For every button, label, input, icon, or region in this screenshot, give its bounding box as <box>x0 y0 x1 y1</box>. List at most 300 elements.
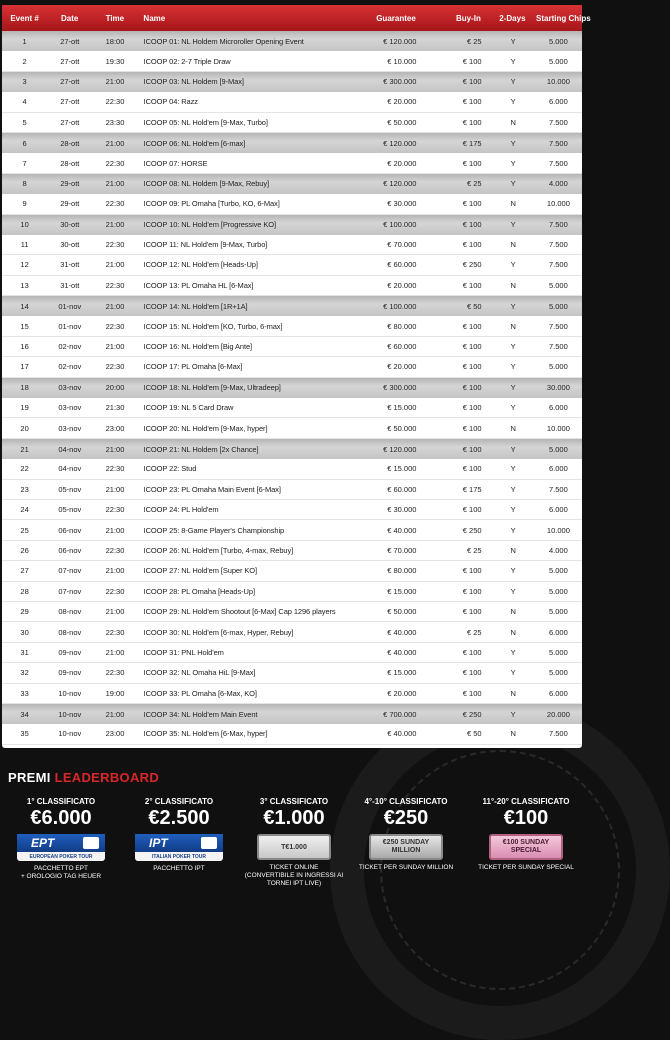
cell-guarantee: € 10.000 <box>387 56 417 66</box>
cell-date: 03-nov <box>58 423 82 433</box>
cell-guarantee: € 100.000 <box>383 301 417 311</box>
cell-date: 02-nov <box>58 362 82 372</box>
table-row <box>2 643 582 663</box>
cell-event: 24 <box>20 505 29 515</box>
table-row <box>2 153 582 173</box>
cell-date: 29-ott <box>60 179 80 189</box>
cell-two-days: Y <box>510 525 516 535</box>
cell-event: 11 <box>20 240 29 250</box>
prize-description: PACCHETTO EPT + OROLOGIO TAG HEUER <box>20 865 102 880</box>
cell-two-days: N <box>510 199 516 209</box>
cell-date: 08-nov <box>58 607 82 617</box>
table-row <box>2 92 582 112</box>
cell-buyin: € 100 <box>462 647 482 657</box>
cell-name: ICOOP 05: NL Hold'em [9-Max, Turbo] <box>143 117 268 127</box>
cell-name: ICOOP 25: 8-Game Player's Championship <box>143 525 285 535</box>
cell-name: ICOOP 08: NL Holdem [9-Max, Rebuy] <box>143 179 270 189</box>
prize-amount: €250 <box>383 807 429 829</box>
cell-time: 22:30 <box>105 627 125 637</box>
cell-time: 21:00 <box>105 444 125 454</box>
cell-buyin: € 100 <box>462 607 482 617</box>
cell-time: 22:30 <box>105 158 125 168</box>
cell-date: 07-nov <box>58 566 82 576</box>
cell-event: 1 <box>22 36 27 46</box>
cell-event: 22 <box>20 464 29 474</box>
table-row <box>2 255 582 275</box>
cell-time: 23:00 <box>105 729 125 739</box>
cell-name: ICOOP 31: PNL Hold'em <box>143 647 224 657</box>
cell-date: 10-nov <box>58 688 82 698</box>
ept-logo-mark <box>83 837 99 849</box>
cell-guarantee: € 20.000 <box>387 280 417 290</box>
table-row <box>2 133 582 153</box>
cell-starting-chips: 7.500 <box>549 117 568 127</box>
ipt-logo-subtitle: ITALIAN POKER TOUR <box>152 854 206 860</box>
cell-two-days: N <box>510 545 516 555</box>
cell-guarantee: € 20.000 <box>387 362 417 372</box>
prize-rank: 1° CLASSIFICATO <box>26 797 96 806</box>
cell-time: 22:30 <box>105 199 125 209</box>
table-row <box>2 663 582 683</box>
cell-time: 19:00 <box>105 688 125 698</box>
leaderboard-title <box>8 770 159 785</box>
cell-time: 21:00 <box>105 484 125 494</box>
cell-name: ICOOP 17: PL Omaha [6-Max] <box>143 362 243 372</box>
cell-time: 21:00 <box>105 342 125 352</box>
cell-time: 21:00 <box>105 179 125 189</box>
cell-time: 22:30 <box>105 668 125 678</box>
cell-date: 10-nov <box>58 729 82 739</box>
cell-date: 31-ott <box>60 280 80 290</box>
cell-two-days: Y <box>510 566 516 576</box>
cell-guarantee: € 50.000 <box>387 607 417 617</box>
cell-date: 27-ott <box>60 97 80 107</box>
cell-date: 29-ott <box>60 199 80 209</box>
cell-buyin: € 100 <box>462 342 482 352</box>
cell-time: 22:30 <box>105 505 125 515</box>
cell-buyin: € 100 <box>462 199 482 209</box>
cell-name: ICOOP 09: PL Omaha [Turbo, KO, 6-Max] <box>143 199 280 209</box>
prize-rank: 11°-20° CLASSIFICATO <box>482 797 570 806</box>
cell-event: 33 <box>20 688 29 698</box>
cell-guarantee: € 20.000 <box>387 158 417 168</box>
cell-event: 13 <box>20 280 29 290</box>
cell-time: 22:30 <box>105 240 125 250</box>
table-row <box>2 684 582 704</box>
prize-third <box>240 797 348 888</box>
cell-name: ICOOP 35: NL Hold'em [6-Max, hyper] <box>143 729 268 739</box>
table-row <box>2 480 582 500</box>
cell-time: 21:00 <box>105 260 125 270</box>
cell-event: 26 <box>20 545 29 555</box>
table-row <box>2 500 582 520</box>
cell-two-days: Y <box>510 220 516 230</box>
table-row <box>2 602 582 622</box>
cell-starting-chips: 10.000 <box>546 77 570 87</box>
cell-buyin: € 50 <box>466 301 482 311</box>
cell-two-days: Y <box>510 586 516 596</box>
cell-date: 27-ott <box>60 36 80 46</box>
cell-buyin: € 250 <box>462 709 482 719</box>
table-row <box>2 235 582 255</box>
prize-rank: 4°-10° CLASSIFICATO <box>364 797 448 806</box>
cell-event: 23 <box>20 484 29 494</box>
cell-event: 3 <box>22 77 27 87</box>
cell-starting-chips: 5.000 <box>549 566 568 576</box>
cell-guarantee: € 120.000 <box>383 444 417 454</box>
prize-fourth-tenth <box>356 797 456 872</box>
header-date: Date <box>61 13 79 23</box>
header-buyin: Buy-In <box>455 13 481 23</box>
cell-buyin: € 100 <box>462 280 482 290</box>
prize-eleventh-twentieth <box>464 797 588 872</box>
table-header <box>2 5 591 31</box>
cell-guarantee: € 300.000 <box>383 77 417 87</box>
cell-buyin: € 100 <box>462 566 482 576</box>
cell-guarantee: € 15.000 <box>387 464 417 474</box>
cell-starting-chips: 4.000 <box>549 179 568 189</box>
cell-name: ICOOP 12: NL Hold'em [Heads-Up] <box>143 260 258 270</box>
cell-time: 21:00 <box>105 525 125 535</box>
cell-event: 19 <box>20 403 29 413</box>
cell-two-days: Y <box>510 301 516 311</box>
prize-amount: €1.000 <box>263 807 325 829</box>
cell-date: 04-nov <box>58 464 82 474</box>
cell-starting-chips: 5.000 <box>549 36 568 46</box>
cell-guarantee: € 40.000 <box>387 525 417 535</box>
cell-guarantee: € 15.000 <box>387 403 417 413</box>
cell-starting-chips: 6.000 <box>549 97 568 107</box>
cell-date: 09-nov <box>58 647 82 657</box>
cell-event: 6 <box>22 138 27 148</box>
table-row <box>2 51 582 71</box>
cell-starting-chips: 7.500 <box>549 484 568 494</box>
cell-event: 12 <box>20 260 29 270</box>
cell-date: 09-nov <box>58 668 82 678</box>
cell-name: ICOOP 26: NL Hold'em [Turbo, 4-max, Rebuy] <box>143 545 294 555</box>
cell-name: ICOOP 15: NL Hold'em [KO, Turbo, 6-max] <box>143 321 283 331</box>
header-starting-chips: Starting Chips <box>536 13 591 23</box>
table-row <box>2 276 582 296</box>
cell-event: 9 <box>22 199 27 209</box>
cell-event: 15 <box>20 321 29 331</box>
cell-time: 23:30 <box>105 117 125 127</box>
table-body <box>2 31 582 745</box>
cell-starting-chips: 5.000 <box>549 586 568 596</box>
table-row <box>2 215 582 235</box>
prize-amount: €100 <box>503 807 549 829</box>
ticket-card: €250 SUNDAY MILLION <box>369 834 443 860</box>
cell-name: ICOOP 13: PL Omaha HL [6-Max] <box>143 280 254 290</box>
cell-two-days: Y <box>510 138 516 148</box>
cell-time: 21:00 <box>105 709 125 719</box>
cell-guarantee: € 60.000 <box>387 484 417 494</box>
cell-event: 25 <box>20 525 29 535</box>
cell-name: ICOOP 22: Stud <box>143 464 197 474</box>
cell-event: 7 <box>22 158 27 168</box>
cell-buyin: € 25 <box>466 545 482 555</box>
ipt-logo-text: IPT <box>135 834 223 852</box>
cell-two-days: Y <box>510 668 516 678</box>
cell-starting-chips: 5.000 <box>549 668 568 678</box>
cell-buyin: € 100 <box>462 668 482 678</box>
cell-two-days: Y <box>510 444 516 454</box>
prize-first <box>6 797 116 881</box>
cell-two-days: Y <box>510 158 516 168</box>
cell-two-days: N <box>510 280 516 290</box>
cell-time: 21:30 <box>105 403 125 413</box>
cell-two-days: N <box>510 321 516 331</box>
cell-two-days: N <box>510 117 516 127</box>
cell-starting-chips: 5.000 <box>549 607 568 617</box>
ticket-card: T€1.000 <box>257 834 331 860</box>
leaderboard-title-prefix: PREMI <box>8 770 55 785</box>
cell-starting-chips: 7.500 <box>549 729 568 739</box>
cell-starting-chips: 10.000 <box>546 199 570 209</box>
cell-event: 20 <box>20 423 29 433</box>
cell-starting-chips: 6.000 <box>549 688 568 698</box>
cell-buyin: € 175 <box>462 484 482 494</box>
cell-guarantee: € 60.000 <box>387 342 417 352</box>
cell-event: 16 <box>20 342 29 352</box>
cell-starting-chips: 5.000 <box>549 280 568 290</box>
table-row <box>2 704 582 724</box>
cell-date: 05-nov <box>58 505 82 515</box>
cell-guarantee: € 120.000 <box>383 179 417 189</box>
table-row <box>2 357 582 377</box>
cell-guarantee: € 700.000 <box>383 709 417 719</box>
cell-name: ICOOP 11: NL Hold'em [9-Max, Turbo] <box>143 240 268 250</box>
cell-time: 21:00 <box>105 301 125 311</box>
cell-time: 22:30 <box>105 464 125 474</box>
cell-time: 21:00 <box>105 607 125 617</box>
cell-date: 08-nov <box>58 627 82 637</box>
cell-event: 2 <box>22 56 27 66</box>
ticket-card: €100 SUNDAY SPECIAL <box>489 834 563 860</box>
cell-name: ICOOP 19: NL 5 Card Draw <box>143 403 234 413</box>
cell-name: ICOOP 32: NL Omaha HiL [9-Max] <box>143 668 256 678</box>
cell-name: ICOOP 01: NL Holdem Microroller Opening Event <box>143 36 304 46</box>
cell-time: 19:30 <box>105 56 125 66</box>
cell-name: ICOOP 20: NL Hold'em [9-Max, hyper] <box>143 423 268 433</box>
cell-time: 23:00 <box>105 423 125 433</box>
cell-event: 4 <box>22 97 27 107</box>
cell-event: 10 <box>20 220 29 230</box>
table-row <box>2 582 582 602</box>
cell-event: 18 <box>20 383 29 393</box>
cell-two-days: Y <box>510 403 516 413</box>
ipt-logo <box>135 834 223 861</box>
cell-event: 5 <box>22 117 27 127</box>
cell-two-days: Y <box>510 342 516 352</box>
cell-event: 31 <box>20 647 29 657</box>
cell-starting-chips: 6.000 <box>549 505 568 515</box>
cell-time: 22:30 <box>105 362 125 372</box>
cell-two-days: N <box>510 729 516 739</box>
cell-time: 18:00 <box>105 36 125 46</box>
cell-name: ICOOP 06: NL Hold'em [6-max] <box>143 138 246 148</box>
cell-two-days: Y <box>510 97 516 107</box>
table-row <box>2 316 582 336</box>
cell-date: 30-ott <box>60 220 80 230</box>
prize-rank: 3° CLASSIFICATO <box>259 797 329 806</box>
cell-buyin: € 100 <box>462 97 482 107</box>
cell-event: 17 <box>20 362 29 372</box>
cell-time: 22:30 <box>105 97 125 107</box>
cell-starting-chips: 7.500 <box>549 240 568 250</box>
cell-two-days: N <box>510 423 516 433</box>
cell-buyin: € 100 <box>462 383 482 393</box>
cell-name: ICOOP 16: NL Hold'em [Big Ante] <box>143 342 252 352</box>
cell-starting-chips: 7.500 <box>549 138 568 148</box>
cell-two-days: N <box>510 240 516 250</box>
cell-two-days: Y <box>510 647 516 657</box>
cell-date: 10-nov <box>58 709 82 719</box>
table-row <box>2 561 582 581</box>
cell-guarantee: € 120.000 <box>383 138 417 148</box>
cell-guarantee: € 20.000 <box>387 688 417 698</box>
cell-name: ICOOP 27: NL Hold'em [Super KO] <box>143 566 257 576</box>
table-row <box>2 113 582 133</box>
table-row <box>2 418 582 438</box>
cell-date: 30-ott <box>60 240 80 250</box>
cell-buyin: € 100 <box>462 220 482 230</box>
table-row <box>2 72 582 92</box>
cell-buyin: € 100 <box>462 321 482 331</box>
cell-event: 14 <box>20 301 29 311</box>
cell-guarantee: € 70.000 <box>387 240 417 250</box>
schedule-table <box>2 5 591 748</box>
prize-second <box>124 797 234 873</box>
cell-date: 01-nov <box>58 301 82 311</box>
cell-event: 34 <box>20 709 29 719</box>
cell-date: 06-nov <box>58 525 82 535</box>
cell-starting-chips: 7.500 <box>549 321 568 331</box>
prize-description: TICKET PER SUNDAY SPECIAL <box>478 864 574 871</box>
cell-buyin: € 100 <box>462 464 482 474</box>
cell-time: 22:30 <box>105 545 125 555</box>
cell-two-days: Y <box>510 484 516 494</box>
cell-date: 07-nov <box>58 586 82 596</box>
table-row <box>2 174 582 194</box>
leaderboard-title-highlight: LEADERBOARD <box>54 770 160 785</box>
cell-buyin: € 25 <box>466 627 482 637</box>
cell-date: 01-nov <box>58 321 82 331</box>
cell-two-days: Y <box>510 77 516 87</box>
cell-two-days: N <box>510 688 516 698</box>
cell-date: 05-nov <box>58 484 82 494</box>
cell-time: 21:00 <box>105 220 125 230</box>
cell-time: 22:30 <box>105 586 125 596</box>
cell-two-days: Y <box>510 464 516 474</box>
cell-buyin: € 100 <box>462 362 482 372</box>
prize-description: TICKET PER SUNDAY MILLION <box>358 864 454 871</box>
prize-amount: €2.500 <box>148 807 210 829</box>
table-row <box>2 296 582 316</box>
cell-date: 03-nov <box>58 383 82 393</box>
cell-buyin: € 175 <box>462 138 482 148</box>
cell-two-days: Y <box>510 383 516 393</box>
cell-date: 27-ott <box>60 117 80 127</box>
cell-name: ICOOP 21: NL Holdem [2x Chance] <box>143 444 259 454</box>
cell-starting-chips: 5.000 <box>549 56 568 66</box>
cell-event: 32 <box>20 668 29 678</box>
header-two-days: 2-Days <box>499 13 526 23</box>
cell-name: ICOOP 07: HORSE <box>143 158 208 168</box>
cell-event: 29 <box>20 607 29 617</box>
cell-guarantee: € 15.000 <box>387 668 417 678</box>
cell-name: ICOOP 02: 2-7 Triple Draw <box>143 56 231 66</box>
cell-guarantee: € 50.000 <box>387 117 417 127</box>
cell-buyin: € 100 <box>462 423 482 433</box>
cell-guarantee: € 30.000 <box>387 199 417 209</box>
table-row <box>2 378 582 398</box>
cell-starting-chips: 10.000 <box>546 423 570 433</box>
cell-starting-chips: 5.000 <box>549 362 568 372</box>
cell-starting-chips: 30.000 <box>546 383 570 393</box>
cell-event: 27 <box>20 566 29 576</box>
cell-buyin: € 100 <box>462 688 482 698</box>
cell-guarantee: € 30.000 <box>387 505 417 515</box>
cell-name: ICOOP 28: PL Omaha [Heads-Up] <box>143 586 255 596</box>
header-event: Event # <box>10 13 39 23</box>
cell-buyin: € 250 <box>462 525 482 535</box>
cell-time: 21:00 <box>105 138 125 148</box>
cell-date: 04-nov <box>58 444 82 454</box>
cell-name: ICOOP 33: PL Omaha [6-Max, KO] <box>143 688 257 698</box>
cell-guarantee: € 20.000 <box>387 97 417 107</box>
table-row <box>2 541 582 561</box>
cell-starting-chips: 5.000 <box>549 301 568 311</box>
cell-event: 30 <box>20 627 29 637</box>
cell-time: 20:00 <box>105 383 125 393</box>
cell-name: ICOOP 14: NL Hold'em [1R+1A] <box>143 301 248 311</box>
cell-name: ICOOP 34: NL Hold'em Main Event <box>143 709 258 719</box>
cell-name: ICOOP 30: NL Hold'em [6-max, Hyper, Rebuy] <box>143 627 294 637</box>
cell-two-days: Y <box>510 709 516 719</box>
cell-event: 35 <box>20 729 29 739</box>
cell-starting-chips: 6.000 <box>549 403 568 413</box>
cell-two-days: Y <box>510 179 516 189</box>
cell-buyin: € 250 <box>462 260 482 270</box>
table-row <box>2 459 582 479</box>
cell-two-days: N <box>510 607 516 617</box>
cell-buyin: € 100 <box>462 56 482 66</box>
cell-two-days: Y <box>510 260 516 270</box>
cell-guarantee: € 120.000 <box>383 36 417 46</box>
cell-time: 21:00 <box>105 77 125 87</box>
cell-starting-chips: 6.000 <box>549 627 568 637</box>
cell-buyin: € 100 <box>462 158 482 168</box>
cell-starting-chips: 20.000 <box>546 709 570 719</box>
cell-buyin: € 25 <box>466 36 482 46</box>
cell-date: 06-nov <box>58 545 82 555</box>
header-time: Time <box>105 13 125 23</box>
cell-guarantee: € 40.000 <box>387 729 417 739</box>
cell-guarantee: € 50.000 <box>387 423 417 433</box>
cell-starting-chips: 7.500 <box>549 220 568 230</box>
cell-starting-chips: 7.500 <box>549 260 568 270</box>
cell-date: 02-nov <box>58 342 82 352</box>
cell-name: ICOOP 04: Razz <box>143 97 198 107</box>
cell-buyin: € 100 <box>462 403 482 413</box>
cell-guarantee: € 60.000 <box>387 260 417 270</box>
cell-guarantee: € 300.000 <box>383 383 417 393</box>
cell-time: 21:00 <box>105 647 125 657</box>
ipt-logo-mark <box>201 837 217 849</box>
cell-name: ICOOP 10: NL Hold'em [Progressive KO] <box>143 220 276 230</box>
prize-amount: €6.000 <box>30 807 92 829</box>
